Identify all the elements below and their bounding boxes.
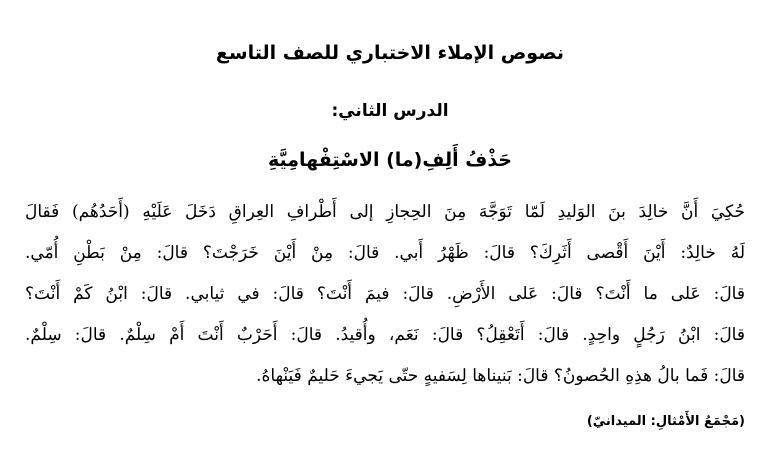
paragraph-line-5: قالَ: فَما بالُ هذِهِ الحُصونُ؟ قالَ: بَنيناها لِسَفيهٍ حتّى يَجيءَ حَليمٌ فَيَنْهاهُ. <box>256 366 745 386</box>
document-title: نصوص الإملاء الاختباري للصف التاسع <box>215 42 565 64</box>
source-citation: (مَجْمَعُ الأَمْثالِ: الميدانيّ) <box>586 414 745 429</box>
lesson-label: الدرس الثاني: <box>331 101 449 121</box>
lesson-subtitle: حَذْفُ أَلِفِ(ما) الاسْتِفْهامِيَّةِ <box>267 149 512 171</box>
paragraph-line-4: قالَ: ابْنُ رَجُلٍ واحِدٍ. قالَ: أَتَعْقِلُ؟ قالَ: نَعَم، وأُقيدُ. قالَ: أَحَرْبٌ أَنْتَ أَمْ سِلْمٌ. قالَ: سِلْمٌ. <box>25 325 745 345</box>
paragraph-line-2: لَهُ خالِدٌ: أَيْنَ أَقْصى أَثَرِكَ؟ قالَ: ظَهْرُ أَبي. قالَ: مِنْ أَيْنَ خَرَجْتَ؟ قالَ: مِنْ بَطْنِ أُمّي. <box>25 243 745 263</box>
dictation-paragraph <box>25 192 745 397</box>
paragraph-line-1: حُكِيَ أَنَّ خالِدَ بنَ الوَليدِ لَمّا تَوَجَّهَ مِنَ الحِجازِ إلى أَطْرافِ العِراقِ دَخَلَ عَلَيْهِ (أَحَدُهُم) فَقالَ <box>25 202 745 222</box>
paragraph-line-3: قالَ: عَلى ما أَنْتَ؟ قالَ: عَلى الأَرْضِ. قالَ: فيمَ أَنْتَ؟ قالَ: في ثيابي. قالَ: ابْنُ كَمْ أَنْتَ؟ <box>25 284 745 304</box>
